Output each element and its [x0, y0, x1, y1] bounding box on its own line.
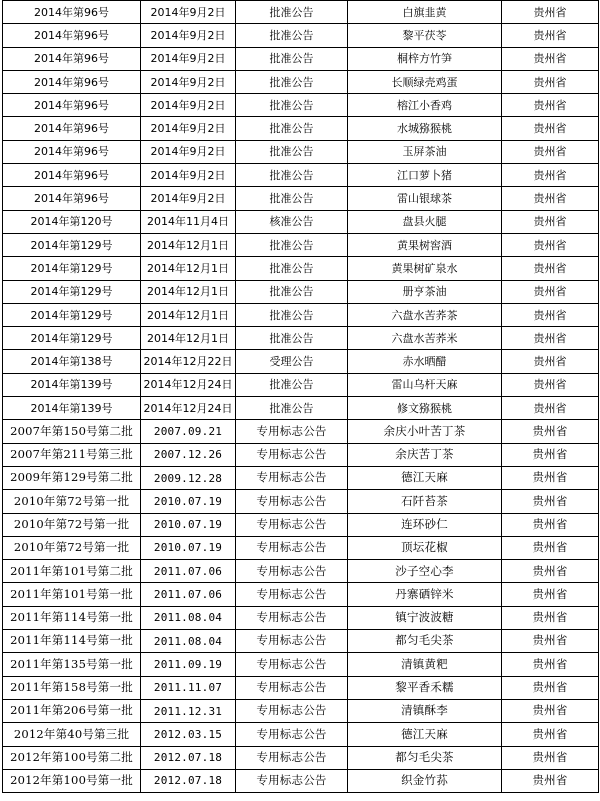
announcement-type-cell: 专用标志公告 — [236, 676, 348, 699]
announcement-type-cell: 批准公告 — [236, 280, 348, 303]
table-row — [3, 466, 599, 489]
announcement-number-cell: 2012年第100号第二批 — [3, 746, 141, 769]
date-cell: 2014年12月1日 — [141, 233, 236, 256]
product-name-cell: 盘县火腿 — [348, 210, 502, 233]
province-cell: 贵州省 — [502, 187, 599, 210]
announcement-type-cell: 批准公告 — [236, 140, 348, 163]
province-cell: 贵州省 — [502, 280, 599, 303]
announcement-number-cell: 2014年第96号 — [3, 1, 141, 24]
product-name-cell: 雷山银球茶 — [348, 187, 502, 210]
date-cell: 2014年11月4日 — [141, 210, 236, 233]
date-cell: 2010.07.19 — [141, 513, 236, 536]
announcement-number-cell: 2009年第129号第二批 — [3, 466, 141, 489]
date-cell: 2011.07.06 — [141, 583, 236, 606]
announcement-type-cell: 专用标志公告 — [236, 466, 348, 489]
product-name-cell: 赤水晒醋 — [348, 350, 502, 373]
announcement-type-cell: 批准公告 — [236, 47, 348, 70]
date-cell: 2014年9月2日 — [141, 24, 236, 47]
province-cell: 贵州省 — [502, 303, 599, 326]
announcement-number-cell: 2014年第96号 — [3, 164, 141, 187]
province-cell: 贵州省 — [502, 164, 599, 187]
announcement-type-cell: 专用标志公告 — [236, 560, 348, 583]
announcement-type-cell: 批准公告 — [236, 24, 348, 47]
product-name-cell: 雷山乌杆天麻 — [348, 373, 502, 396]
province-cell: 贵州省 — [502, 117, 599, 140]
announcement-number-cell: 2014年第139号 — [3, 397, 141, 420]
province-cell: 贵州省 — [502, 606, 599, 629]
table-row — [3, 47, 599, 70]
date-cell: 2011.08.04 — [141, 606, 236, 629]
date-cell: 2014年9月2日 — [141, 47, 236, 70]
table-row — [3, 536, 599, 559]
announcement-number-cell: 2011年第101号第一批 — [3, 583, 141, 606]
province-cell: 贵州省 — [502, 536, 599, 559]
province-cell: 贵州省 — [502, 70, 599, 93]
table-row — [3, 676, 599, 699]
announcement-type-cell: 专用标志公告 — [236, 653, 348, 676]
province-cell: 贵州省 — [502, 630, 599, 653]
product-name-cell: 清镇黄粑 — [348, 653, 502, 676]
announcement-number-cell: 2014年第139号 — [3, 373, 141, 396]
announcement-number-cell: 2010年第72号第一批 — [3, 513, 141, 536]
product-name-cell: 榕江小香鸡 — [348, 94, 502, 117]
announcement-number-cell: 2014年第96号 — [3, 47, 141, 70]
date-cell: 2014年12月1日 — [141, 257, 236, 280]
province-cell: 贵州省 — [502, 583, 599, 606]
date-cell: 2011.09.19 — [141, 653, 236, 676]
announcement-number-cell: 2011年第114号第一批 — [3, 606, 141, 629]
announcement-number-cell: 2014年第129号 — [3, 327, 141, 350]
announcement-type-cell: 批准公告 — [236, 117, 348, 140]
announcement-number-cell: 2014年第120号 — [3, 210, 141, 233]
table-row — [3, 769, 599, 792]
announcement-number-cell: 2014年第138号 — [3, 350, 141, 373]
announcement-number-cell: 2014年第96号 — [3, 140, 141, 163]
date-cell: 2010.07.19 — [141, 490, 236, 513]
product-name-cell: 玉屏茶油 — [348, 140, 502, 163]
date-cell: 2014年12月1日 — [141, 280, 236, 303]
product-name-cell: 余庆小叶苦丁茶 — [348, 420, 502, 443]
table-row — [3, 699, 599, 722]
table-row — [3, 397, 599, 420]
announcement-number-cell: 2014年第129号 — [3, 303, 141, 326]
date-cell: 2014年9月2日 — [141, 187, 236, 210]
announcement-type-cell: 批准公告 — [236, 303, 348, 326]
announcement-type-cell: 批准公告 — [236, 233, 348, 256]
province-cell: 贵州省 — [502, 466, 599, 489]
announcement-type-cell: 专用标志公告 — [236, 699, 348, 722]
table-row — [3, 187, 599, 210]
announcement-number-cell: 2014年第96号 — [3, 94, 141, 117]
province-cell: 贵州省 — [502, 769, 599, 792]
province-cell: 贵州省 — [502, 513, 599, 536]
product-name-cell: 余庆苦丁茶 — [348, 443, 502, 466]
product-name-cell: 清镇酥李 — [348, 699, 502, 722]
records-table — [2, 0, 599, 793]
announcement-number-cell: 2007年第150号第二批 — [3, 420, 141, 443]
announcement-type-cell: 专用标志公告 — [236, 723, 348, 746]
announcement-type-cell: 批准公告 — [236, 94, 348, 117]
table-row — [3, 606, 599, 629]
date-cell: 2014年9月2日 — [141, 140, 236, 163]
date-cell: 2011.11.07 — [141, 676, 236, 699]
table-row — [3, 443, 599, 466]
announcement-type-cell: 核准公告 — [236, 210, 348, 233]
announcement-number-cell: 2011年第101号第二批 — [3, 560, 141, 583]
product-name-cell: 水城猕猴桃 — [348, 117, 502, 140]
product-name-cell: 白旗韭黄 — [348, 1, 502, 24]
product-name-cell: 桐梓方竹笋 — [348, 47, 502, 70]
province-cell: 贵州省 — [502, 327, 599, 350]
product-name-cell: 镇宁波波糖 — [348, 606, 502, 629]
date-cell: 2012.03.15 — [141, 723, 236, 746]
date-cell: 2014年9月2日 — [141, 70, 236, 93]
announcement-type-cell: 专用标志公告 — [236, 606, 348, 629]
province-cell: 贵州省 — [502, 350, 599, 373]
province-cell: 贵州省 — [502, 140, 599, 163]
announcement-type-cell: 专用标志公告 — [236, 536, 348, 559]
table-row — [3, 513, 599, 536]
announcement-type-cell: 批准公告 — [236, 187, 348, 210]
announcement-type-cell: 批准公告 — [236, 1, 348, 24]
province-cell: 贵州省 — [502, 723, 599, 746]
announcement-type-cell: 批准公告 — [236, 164, 348, 187]
table-row — [3, 630, 599, 653]
table-row — [3, 373, 599, 396]
announcement-type-cell: 专用标志公告 — [236, 513, 348, 536]
announcement-type-cell: 专用标志公告 — [236, 490, 348, 513]
product-name-cell: 修文猕猴桃 — [348, 397, 502, 420]
product-name-cell: 沙子空心李 — [348, 560, 502, 583]
announcement-number-cell: 2011年第206号第一批 — [3, 699, 141, 722]
table-row — [3, 117, 599, 140]
province-cell: 贵州省 — [502, 653, 599, 676]
province-cell: 贵州省 — [502, 443, 599, 466]
announcement-number-cell: 2014年第96号 — [3, 24, 141, 47]
announcement-number-cell: 2011年第114号第一批 — [3, 630, 141, 653]
date-cell: 2014年12月24日 — [141, 397, 236, 420]
table-row — [3, 257, 599, 280]
province-cell: 贵州省 — [502, 560, 599, 583]
announcement-type-cell: 专用标志公告 — [236, 769, 348, 792]
table-row — [3, 490, 599, 513]
province-cell: 贵州省 — [502, 490, 599, 513]
product-name-cell: 长顺绿壳鸡蛋 — [348, 70, 502, 93]
table-row — [3, 210, 599, 233]
table-row — [3, 303, 599, 326]
table-row — [3, 350, 599, 373]
province-cell: 贵州省 — [502, 746, 599, 769]
table-row — [3, 1, 599, 24]
records-table-body — [3, 1, 599, 793]
announcement-number-cell: 2010年第72号第一批 — [3, 536, 141, 559]
announcement-number-cell: 2011年第135号第一批 — [3, 653, 141, 676]
province-cell: 贵州省 — [502, 24, 599, 47]
announcement-number-cell: 2014年第96号 — [3, 117, 141, 140]
province-cell: 贵州省 — [502, 676, 599, 699]
announcement-number-cell: 2014年第129号 — [3, 257, 141, 280]
date-cell: 2007.12.26 — [141, 443, 236, 466]
product-name-cell: 织金竹荪 — [348, 769, 502, 792]
table-row — [3, 280, 599, 303]
province-cell: 贵州省 — [502, 397, 599, 420]
table-row — [3, 583, 599, 606]
date-cell: 2012.07.18 — [141, 746, 236, 769]
table-row — [3, 94, 599, 117]
product-name-cell: 顶坛花椒 — [348, 536, 502, 559]
province-cell: 贵州省 — [502, 210, 599, 233]
product-name-cell: 六盘水苦荞茶 — [348, 303, 502, 326]
product-name-cell: 江口萝卜猪 — [348, 164, 502, 187]
date-cell: 2014年9月2日 — [141, 164, 236, 187]
announcement-type-cell: 专用标志公告 — [236, 443, 348, 466]
announcement-type-cell: 受理公告 — [236, 350, 348, 373]
province-cell: 贵州省 — [502, 699, 599, 722]
product-name-cell: 都匀毛尖茶 — [348, 630, 502, 653]
product-name-cell: 黄果树窖酒 — [348, 233, 502, 256]
province-cell: 贵州省 — [502, 420, 599, 443]
product-name-cell: 都匀毛尖茶 — [348, 746, 502, 769]
date-cell: 2014年9月2日 — [141, 1, 236, 24]
announcement-type-cell: 专用标志公告 — [236, 746, 348, 769]
geographical-indication-sheet — [2, 0, 598, 793]
date-cell: 2014年12月24日 — [141, 373, 236, 396]
announcement-type-cell: 专用标志公告 — [236, 420, 348, 443]
announcement-type-cell: 专用标志公告 — [236, 583, 348, 606]
announcement-number-cell: 2014年第129号 — [3, 233, 141, 256]
province-cell: 贵州省 — [502, 94, 599, 117]
province-cell: 贵州省 — [502, 1, 599, 24]
product-name-cell: 连环砂仁 — [348, 513, 502, 536]
product-name-cell: 黎平茯苓 — [348, 24, 502, 47]
announcement-number-cell: 2011年第158号第一批 — [3, 676, 141, 699]
table-row — [3, 164, 599, 187]
announcement-type-cell: 批准公告 — [236, 397, 348, 420]
date-cell: 2014年9月2日 — [141, 117, 236, 140]
province-cell: 贵州省 — [502, 257, 599, 280]
table-row — [3, 560, 599, 583]
date-cell: 2011.12.31 — [141, 699, 236, 722]
announcement-number-cell: 2012年第100号第一批 — [3, 769, 141, 792]
date-cell: 2010.07.19 — [141, 536, 236, 559]
table-row — [3, 723, 599, 746]
date-cell: 2009.12.28 — [141, 466, 236, 489]
announcement-number-cell: 2007年第211号第三批 — [3, 443, 141, 466]
date-cell: 2014年9月2日 — [141, 94, 236, 117]
product-name-cell: 六盘水苦荞米 — [348, 327, 502, 350]
table-row — [3, 24, 599, 47]
date-cell: 2011.08.04 — [141, 630, 236, 653]
date-cell: 2012.07.18 — [141, 769, 236, 792]
table-row — [3, 327, 599, 350]
table-row — [3, 233, 599, 256]
table-row — [3, 746, 599, 769]
product-name-cell: 黎平香禾糯 — [348, 676, 502, 699]
announcement-type-cell: 批准公告 — [236, 257, 348, 280]
date-cell: 2014年12月1日 — [141, 327, 236, 350]
announcement-number-cell: 2014年第96号 — [3, 70, 141, 93]
announcement-type-cell: 批准公告 — [236, 327, 348, 350]
announcement-type-cell: 批准公告 — [236, 373, 348, 396]
table-row — [3, 420, 599, 443]
date-cell: 2014年12月22日 — [141, 350, 236, 373]
date-cell: 2014年12月1日 — [141, 303, 236, 326]
announcement-number-cell: 2014年第129号 — [3, 280, 141, 303]
product-name-cell: 德江天麻 — [348, 723, 502, 746]
announcement-number-cell: 2012年第40号第三批 — [3, 723, 141, 746]
table-row — [3, 140, 599, 163]
date-cell: 2007.09.21 — [141, 420, 236, 443]
table-row — [3, 653, 599, 676]
date-cell: 2011.07.06 — [141, 560, 236, 583]
table-row — [3, 70, 599, 93]
product-name-cell: 石阡苔茶 — [348, 490, 502, 513]
product-name-cell: 册亨茶油 — [348, 280, 502, 303]
product-name-cell: 丹寨硒锌米 — [348, 583, 502, 606]
announcement-number-cell: 2014年第96号 — [3, 187, 141, 210]
announcement-number-cell: 2010年第72号第一批 — [3, 490, 141, 513]
province-cell: 贵州省 — [502, 233, 599, 256]
announcement-type-cell: 批准公告 — [236, 70, 348, 93]
province-cell: 贵州省 — [502, 47, 599, 70]
product-name-cell: 德江天麻 — [348, 466, 502, 489]
province-cell: 贵州省 — [502, 373, 599, 396]
product-name-cell: 黄果树矿泉水 — [348, 257, 502, 280]
announcement-type-cell: 专用标志公告 — [236, 630, 348, 653]
